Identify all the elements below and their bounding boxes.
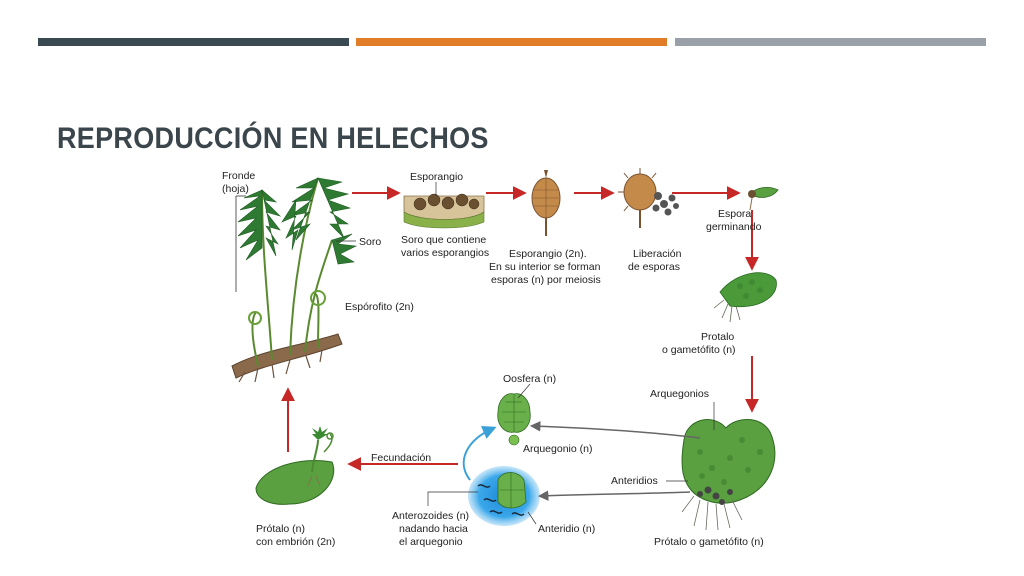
young-prothallus-illustration xyxy=(714,273,776,322)
label-protalo-1: Protalo xyxy=(701,331,735,343)
label-soro-contiene-2: varios esporangios xyxy=(401,247,490,259)
slide-title: REPRODUCCIÓN EN HELECHOS xyxy=(57,122,489,155)
label-fronde: Fronde xyxy=(222,170,256,182)
prothallus-embryo-illustration xyxy=(256,426,334,504)
mature-gametophyte-illustration xyxy=(666,402,775,530)
arrow-gametophyte-to-antheridium xyxy=(540,492,690,496)
label-esporangio: Esporangio xyxy=(410,171,464,183)
label-espora: Espora xyxy=(718,208,752,220)
label-soro: Soro xyxy=(359,236,382,248)
label-esporangio-2n-3: esporas (n) por meiosis xyxy=(491,274,601,286)
label-fecundacion: Fecundación xyxy=(371,452,432,464)
label-esporangio-2n-1: Esporangio (2n). xyxy=(509,248,587,260)
germinating-spore-illustration xyxy=(748,187,778,210)
label-anterozoides-3: el arquegonio xyxy=(399,536,463,548)
label-esporangio-2n-2: En su interior se forman xyxy=(489,261,601,273)
sorus-illustration xyxy=(404,182,484,228)
label-anteridios: Anteridios xyxy=(611,475,658,487)
label-soro-contiene-1: Soro que contiene xyxy=(401,234,487,246)
label-anteridio: Anteridio (n) xyxy=(538,523,596,535)
label-protalo-gametofito-bottom: Prótalo o gametófito (n) xyxy=(654,536,764,548)
label-liberacion-1: Liberación xyxy=(633,248,682,260)
archegonium-illustration xyxy=(498,384,531,445)
label-protalo-embrion-2: con embrión (2n) xyxy=(256,536,336,548)
label-hoja: (hoja) xyxy=(222,183,249,195)
sporophyte-illustration xyxy=(232,178,356,382)
label-anterozoides-1: Anterozoides (n) xyxy=(392,510,470,522)
label-arquegonio: Arquegonio (n) xyxy=(523,443,593,455)
arrow-gametophyte-to-archegonium xyxy=(532,426,700,438)
label-liberacion-2: de esporas xyxy=(628,261,680,273)
antheridium-illustration xyxy=(468,466,540,526)
label-anterozoides-2: nadando hacia xyxy=(399,523,468,535)
label-esporofito: Espórofito (2n) xyxy=(345,301,414,313)
label-oosfera: Oosfera (n) xyxy=(503,373,557,385)
sporangium-illustration xyxy=(532,170,560,236)
spore-release-illustration xyxy=(618,168,679,228)
label-protalo-2: o gametófito (n) xyxy=(662,344,736,356)
label-germinando: germinando xyxy=(706,221,762,233)
label-arquegonios: Arquegonios xyxy=(650,388,709,400)
label-protalo-embrion-1: Prótalo (n) xyxy=(256,523,306,535)
